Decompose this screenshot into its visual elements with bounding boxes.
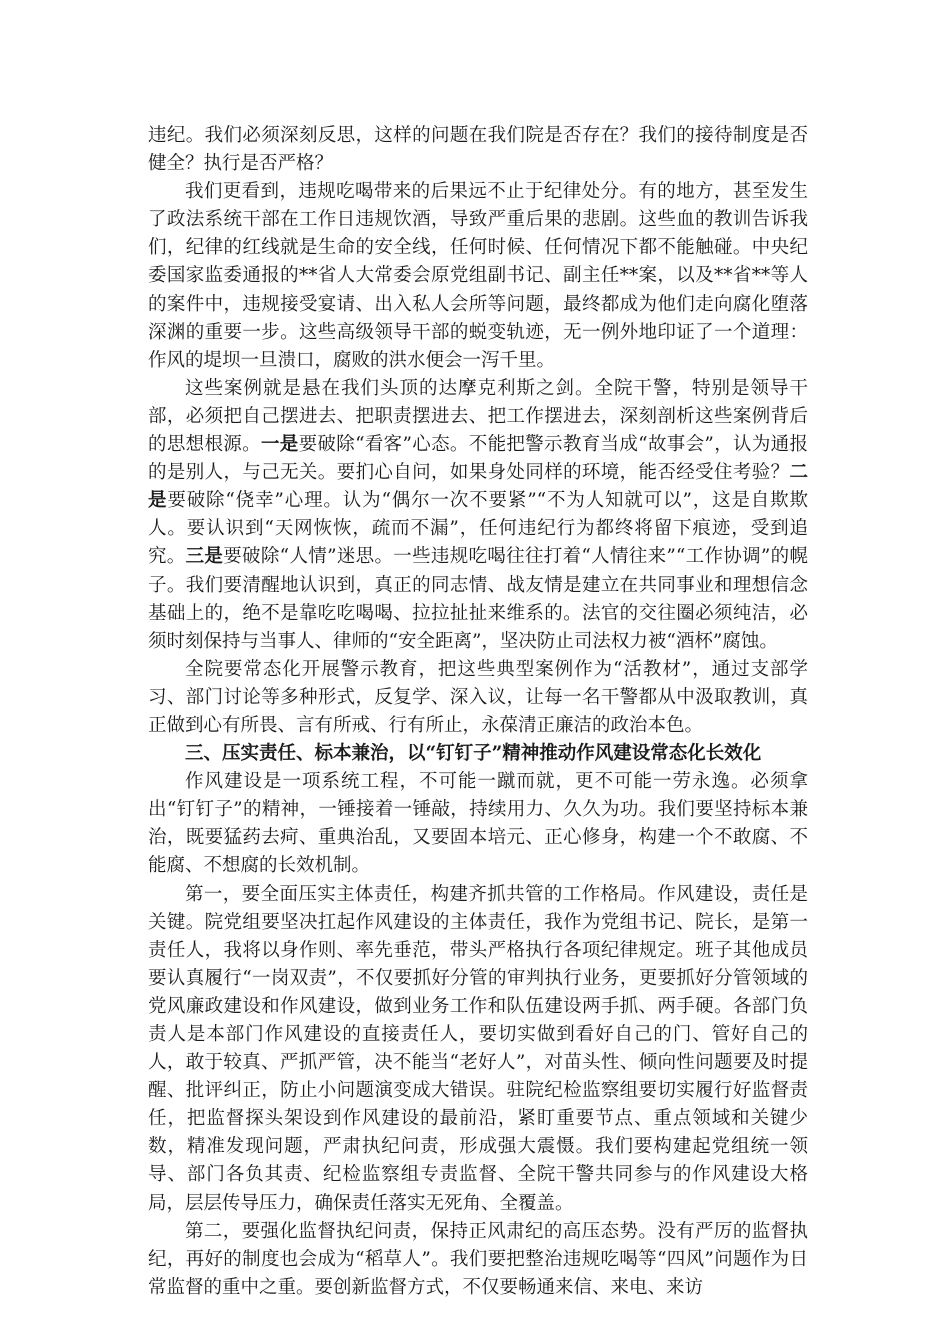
text-run: 全院要常态化开展警示教育，把这些典型案例作为“活教材”，通过支部学习、部门讨论等多种形式，反复学、深入议，让每一名干警都从中汲取教训，真正做到心有所畏、言有所戒、行有所止，永葆清正廉洁的政治本色。 xyxy=(148,658,808,736)
text-run: 作风建设是一项系统工程，不可能一蹴而就，更不可能一劳永逸。必须拿出“钉钉子”的精神，一锤接着一锤敲，持续用力、久久为功。我们要坚持标本兼治，既要猛药去疴、重典治乱，又要固本培元、正心修身，构建一个不敢腐、不能腐、不想腐的长效机制。 xyxy=(148,771,808,877)
text-run: 第一，要全面压实主体责任，构建齐抓共管的工作格局。作风建设，责任是关键。院党组要坚决扛起作风建设的主体责任，我作为党组书记、院长，是第一责任人，我将以身作则、率先垂范，带头严格执行各项纪律规定。班子其他成员要认真履行“一岗双责”，不仅要抓好分管的审判执行业务，更要抓好分管领域的党风廉政建设和作风建设，做到业务工作和队伍建设两手抓、两手硬。各部门负责人是本部门作风建设的直接责任人，要切实做到看好自己的门、管好自己的人，敢于较真、严抓严管，决不能当“老好人”，对苗头性、倾向性问题要及时提醒、批评纠正，防止小问题演变成大错误。驻院纪检监察组要切实履行好监督责任，把监督探头架设到作风建设的最前沿，紧盯重要节点、重点领域和关键少数，精准发现问题，严肃执纪问责，形成强大震慑。我们要构建起党组统一领导、部门各负其责、纪检监察组专责监督、全院干警共同参与的作风建设大格局，层层传导压力，确保责任落实无死角、全覆盖。 xyxy=(148,883,808,1214)
text-run: 要破除“人情”迷思。一些违规吃喝往往打着“人情往来”“工作协调”的幌子。我们要清醒地认识到，真正的同志情、战友情是建立在共同事业和理想信念基础上的，绝不是靠吃吃喝喝、拉拉扯扯来维系的。法官的交往圈必须纯洁，必须时刻保持与当事人、律师的“安全距离”，坚决防止司法权力被“酒杯”腐蚀。 xyxy=(148,546,808,652)
text-run: 违纪。我们必须深刻反思，这样的问题在我们院是否存在？我们的接待制度是否健全？执行是否严格？ xyxy=(148,125,808,175)
document-body xyxy=(148,122,808,1302)
paragraph xyxy=(148,122,808,178)
text-run: 这些案例就是悬在我们头顶的达摩克利斯之剑。全院干警，特别是领导干部，必须把自己摆进去、把职责摆进去、把工作摆进去，深刻剖析这些案例背后的思想根源。 xyxy=(148,377,808,456)
section-heading xyxy=(148,740,808,768)
bold-marker: 一是 xyxy=(260,434,299,456)
text-run: 要破除“侥幸”心理。认为“偶尔一次不要紧”“不为人知就可以”，这是自欺欺人。要认识到“天网恢恢，疏而不漏”，任何违纪行为都终将留下痕迹，受到追究。 xyxy=(148,490,808,568)
paragraph xyxy=(148,656,808,740)
paragraph xyxy=(148,375,808,656)
bold-marker: 三是 xyxy=(185,546,224,568)
paragraph xyxy=(148,178,808,375)
text-run: 三、压实责任、标本兼治，以“钉钉子”精神推动作风建设常态化长效化 xyxy=(185,743,762,765)
text-run: 要破除“看客”心态。不能把警示教育当成“故事会”，认为通报的是别人，与己无关。要扪心自问，如果身处同样的环境，能否经受住考验？ xyxy=(148,434,808,484)
paragraph xyxy=(148,768,808,880)
paragraph xyxy=(148,881,808,1218)
paragraph xyxy=(148,1218,808,1302)
text-run: 第二，要强化监督执纪问责，保持正风肃纪的高压态势。没有严厉的监督执纪，再好的制度也会成为“稻草人”。我们要把整治违规吃喝等“四风”问题作为日常监督的重中之重。要创新监督方式，不仅要畅通来信、来电、来访 xyxy=(148,1220,808,1298)
bold-marker: 二是 xyxy=(148,462,808,512)
text-run: 我们更看到，违规吃喝带来的后果远不止于纪律处分。有的地方，甚至发生了政法系统干部在工作日违规饮酒，导致严重后果的悲剧。这些血的教训告诉我们，纪律的红线就是生命的安全线，任何时候、任何情况下都不能触碰。中央纪委国家监委通报的**省人大常委会原党组副书记、副主任**案，以及**省**等人的案件中，违规接受宴请、出入私人会所等问题，最终都成为他们走向腐化堕落深渊的重要一步。这些高级领导干部的蜕变轨迹，无一例外地印证了一个道理：作风的堤坝一旦溃口，腐败的洪水便会一泻千里。 xyxy=(148,181,808,371)
